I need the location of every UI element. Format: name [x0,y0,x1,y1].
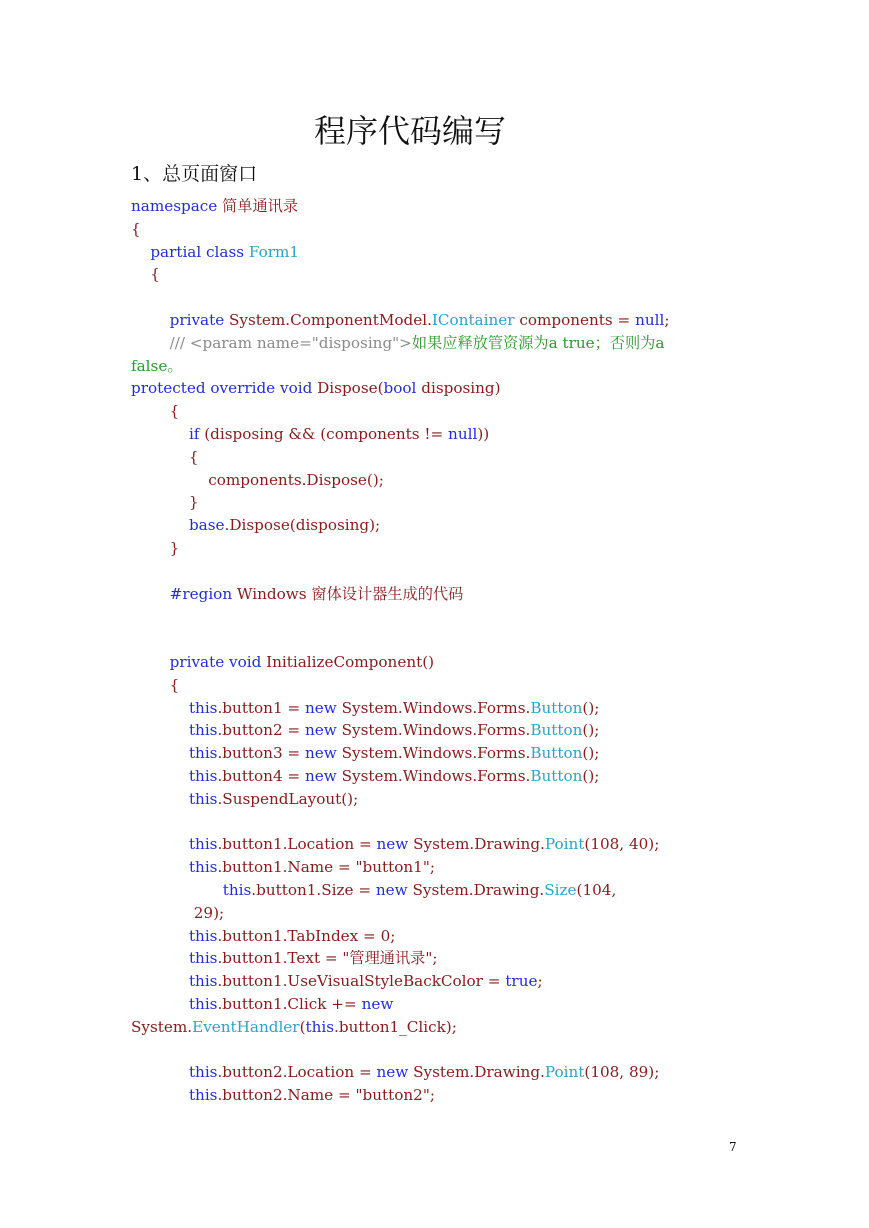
page-title: 程序代码编写 [313,112,506,150]
code-line [131,1084,669,1107]
code-token: (108, 40); [584,835,660,854]
code-token: .button3 = [217,744,305,763]
code-token [131,1063,189,1081]
code-token: } [131,538,180,557]
code-token: protected override void [131,379,313,398]
page-number: 7 [729,1140,737,1154]
code-token: .button1 = [217,698,305,717]
code-token: private void [169,652,262,671]
code-token: this [188,789,218,808]
code-token: .button1.TabIndex = 0; [217,926,396,945]
code-token: this [188,858,218,877]
code-line [131,514,669,537]
code-token: )) [477,424,490,443]
code-line [131,697,669,720]
code-line [131,218,669,241]
code-token [131,995,189,1013]
code-line [131,651,669,674]
code-token: #region [169,584,233,603]
code-token: .button1.Size = [251,880,376,899]
code-token: this [188,994,218,1013]
code-token: bool [383,379,417,398]
code-token: Point [544,1063,585,1082]
code-token [131,585,170,603]
code-token [131,835,189,853]
code-line [131,628,669,651]
code-token: (108, 89); [584,1063,660,1082]
code-token: this [188,766,218,785]
code-token: if [188,424,200,443]
code-token [131,516,189,534]
code-token [131,721,189,739]
code-line [131,605,669,628]
code-token: new [376,835,409,854]
code-token: Form1 [248,242,300,261]
code-token: this [188,949,218,968]
code-token: 如果应释放管资源为a true；否则为a [411,333,665,352]
code-line [131,1016,669,1039]
code-line [131,241,669,264]
code-token: Point [544,835,585,854]
code-token: components.Dispose(); [131,470,384,489]
code-line [131,879,669,902]
code-token: System.Drawing. [408,835,545,854]
code-token: Button [530,698,583,717]
code-token [131,790,189,808]
code-line [131,195,669,218]
code-token: base [188,516,225,535]
code-token: IContainer [431,310,515,329]
code-line [131,719,669,742]
code-token: ; [537,972,543,991]
code-line [131,1038,669,1061]
code-token: System.ComponentModel. [224,310,432,329]
code-token: null [448,424,478,443]
code-token: .button1.Text = "管理通讯录"; [217,949,438,968]
code-line [131,788,669,811]
code-token: .button1.Name = "button1"; [217,858,435,877]
code-token: new [305,766,337,785]
code-token [131,858,189,876]
code-line [131,925,669,948]
code-token: Button [530,766,583,785]
code-token: this [222,880,252,899]
code-token: .button1.Click += [217,994,362,1013]
code-token: } [131,493,199,512]
code-line [131,263,669,286]
code-token: .SuspendLayout(); [217,789,359,808]
code-token: components = [514,310,636,329]
code-token: System.Windows.Forms. [336,744,531,763]
code-token [131,927,189,945]
code-line [131,833,669,856]
code-line [131,765,669,788]
code-token: this [188,744,218,763]
code-token [131,1086,189,1104]
code-line [131,377,669,400]
code-line [131,537,669,560]
code-token: new [305,698,337,717]
code-token: .button1_Click); [334,1017,457,1036]
code-token: true [505,972,538,991]
code-token: .button2.Location = [217,1063,377,1082]
code-token: ; [664,310,670,329]
code-token: (); [582,766,600,785]
code-token [131,699,189,717]
code-line [131,1061,669,1084]
code-token: this [188,1063,218,1082]
code-token: Size [544,880,577,899]
code-line [131,811,669,834]
code-token: Windows 窗体设计器生成的代码 [232,584,464,603]
code-line [131,491,669,514]
code-line [131,674,669,697]
code-token: EventHandler [192,1017,300,1036]
code-token [131,243,150,261]
code-token: partial class [150,242,245,261]
code-line [131,993,669,1016]
code-token: .button2.Name = "button2"; [217,1086,435,1105]
code-token [131,425,189,443]
code-token: new [376,1063,409,1082]
code-line [131,560,669,583]
code-token: this [305,1017,335,1036]
code-token: (); [582,721,600,740]
section-heading: 1、总页面窗口 [131,163,258,185]
code-token: Button [530,721,583,740]
code-token: (); [582,698,600,717]
code-line [131,856,669,879]
code-token: .button1.UseVisualStyleBackColor = [217,972,506,991]
code-line [131,355,669,378]
code-token: .button4 = [217,766,305,785]
code-token: System.Drawing. [408,1063,545,1082]
code-line [131,309,669,332]
code-token: ( [299,1017,306,1036]
code-token: new [375,880,408,899]
code-token: { [131,265,160,284]
code-line [131,423,669,446]
code-line [131,583,669,606]
code-token: (104, [576,880,617,899]
code-token: namespace [131,197,218,215]
code-token: this [188,1086,218,1105]
code-token: disposing) [416,379,501,398]
code-line [131,947,669,970]
code-block [131,195,669,1107]
code-token [131,767,189,785]
code-token: Button [530,744,583,763]
code-token: private [169,310,225,329]
code-token: 简单通讯录 [217,197,299,215]
code-token: this [188,835,218,854]
code-token [131,972,189,990]
code-token: System.Drawing. [407,880,545,899]
code-line [131,332,669,355]
code-line [131,742,669,765]
code-token: (); [582,744,600,763]
code-token: .button1.Location = [217,835,377,854]
code-token [131,881,223,899]
code-token [131,744,189,762]
code-token: System.Windows.Forms. [336,721,531,740]
code-token: this [188,926,218,945]
code-line [131,400,669,423]
code-line [131,286,669,309]
code-token: false。 [131,356,183,375]
code-token: /// <param name="disposing"> [131,333,412,352]
code-token [131,311,170,329]
code-token: this [188,721,218,740]
code-token: this [188,698,218,717]
code-token [131,653,170,671]
code-token: System.Windows.Forms. [336,766,531,785]
code-token: .button2 = [217,721,305,740]
code-line [131,469,669,492]
code-token [131,949,189,967]
code-token: Dispose( [312,379,384,398]
code-token: null [635,310,665,329]
code-token: System.Windows.Forms. [336,698,531,717]
code-token: new [305,721,337,740]
code-token: { [131,675,180,694]
code-token: 29); [131,903,225,922]
code-line [131,902,669,925]
code-token: { [131,219,141,238]
code-token: this [188,972,218,991]
code-token: (disposing && (components != [199,424,449,443]
code-token: .Dispose(disposing); [224,516,381,535]
code-token: new [305,744,337,763]
code-token: { [131,447,199,466]
code-line [131,970,669,993]
code-line [131,446,669,469]
code-token: InitializeComponent() [261,652,435,671]
code-token: System. [131,1017,193,1036]
code-token: { [131,402,180,421]
code-token: new [361,994,394,1013]
